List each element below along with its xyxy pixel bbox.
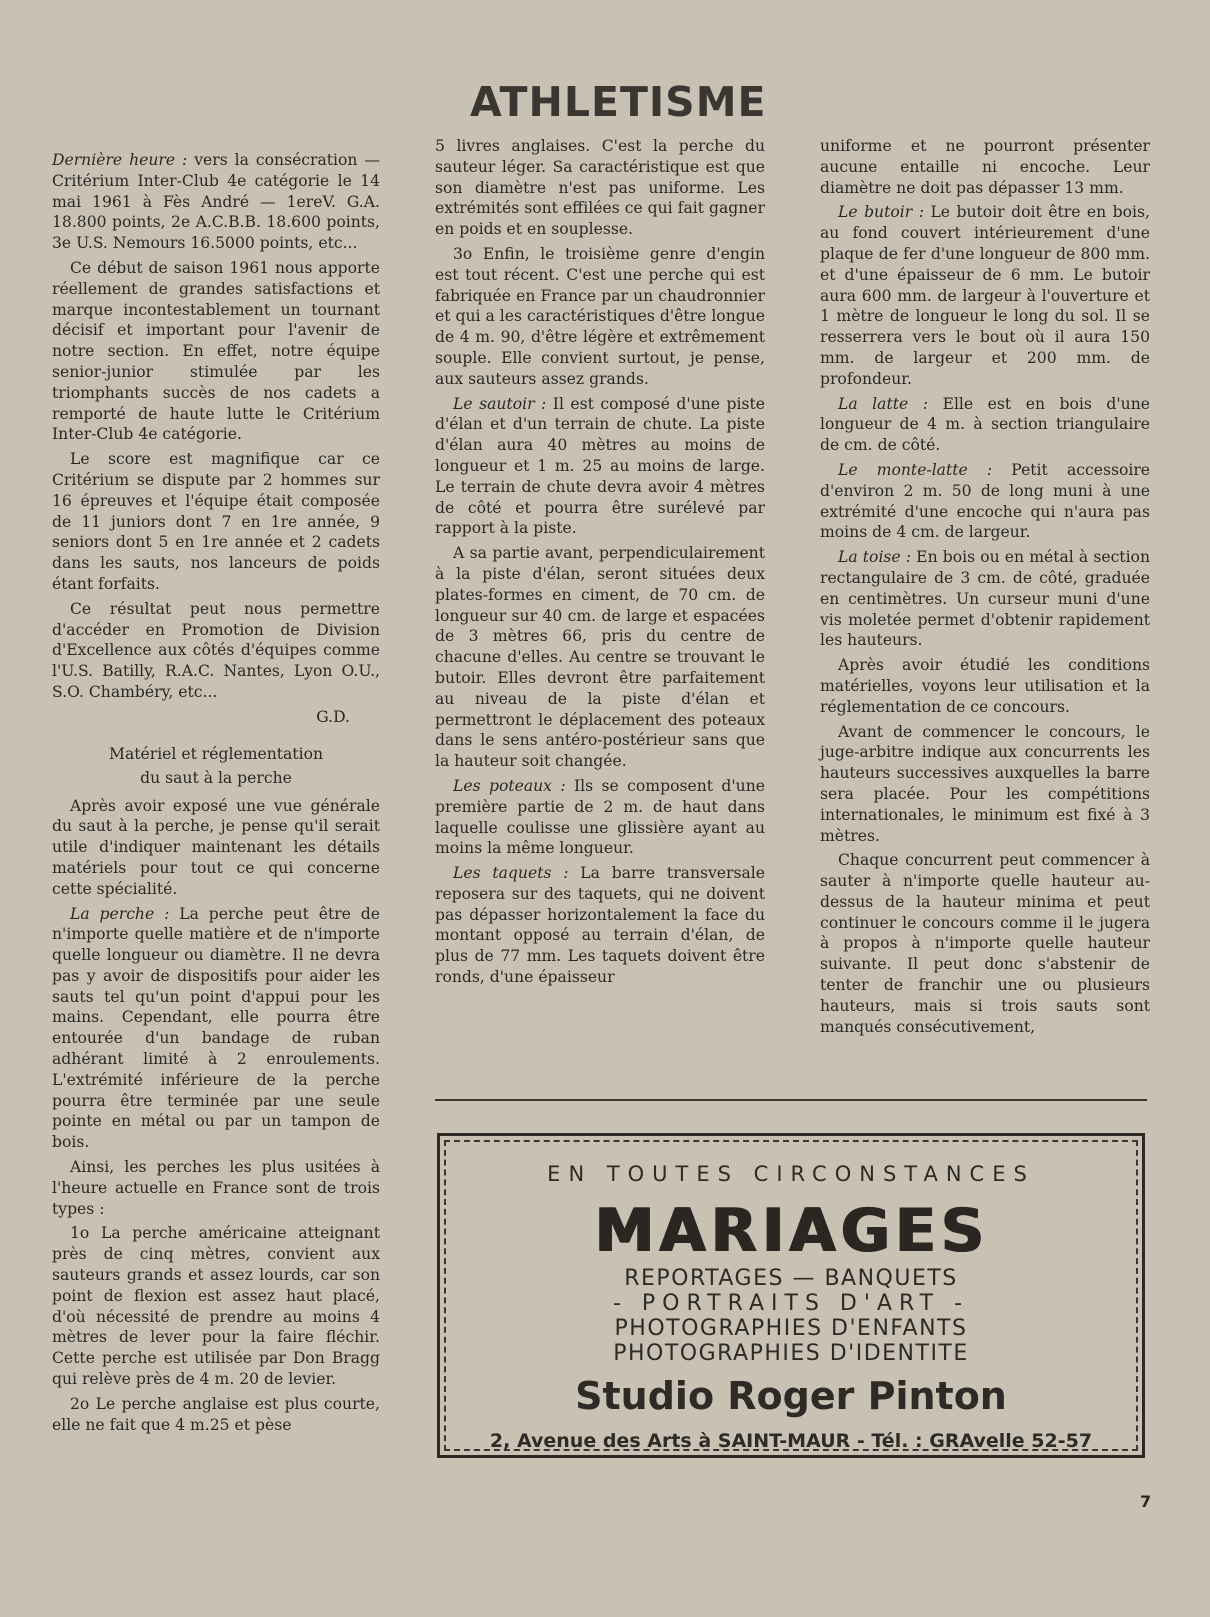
ad-service-line: - PORTRAITS D'ART - — [612, 1291, 970, 1316]
author-signature: G.D. — [316, 707, 350, 726]
advertisement-box — [437, 1133, 1145, 1458]
paragraph-lead: Dernière heure : — [52, 151, 188, 169]
paragraph: 2o Le perche anglaise est plus courte, elle ne fait que 4 m.25 et pèse — [52, 1394, 380, 1434]
paragraph-text: Il est composé d'une piste d'élan et d'un terrain de chute. La piste d'élan aura 40 mètres au moins de longueur et 1 m. 25 au moins de large. Le terrain de chute devra avoir 4 mètres de côté et pourra être surélevé par rapport à la piste. — [435, 394, 765, 538]
subheading-line: Matériel et réglementation — [108, 744, 323, 763]
paragraph-text: La perche peut être de n'importe quelle matière et de n'importe quelle longueur ou diamètre. Il ne devra pas y avoir de dispositifs pour aider les sauts tel qu'un point d'appui pour les mains. Cependant, elle pourra être entourée d'un bandage de ruban adhérant limité à 2 enroulements. L'extrémité inférieure de la perche pourra être terminée par une seule pointe en métal ou par un tampon de bois. — [52, 904, 380, 1152]
paragraph-text: Petit accessoire d'environ 2 m. 50 de long muni à une extrémité d'une encoche qui n'aura pas moins de 4 cm. de largeur. — [820, 460, 1151, 542]
paragraph: Chaque concurrent peut commencer à sauter à n'importe quelle hauteur au-dessus de la hauteur minima et peut continuer le concours comme il le jugera à propos à n'importe quelle hauteur suivante. Il peut donc s'abstenir de tenter de franchir une ou plusieurs hauteurs, mais si trois sauts sont manqués consécutivement, — [820, 851, 1150, 1036]
subheading-line: du saut à la perche — [140, 768, 292, 787]
paragraph — [435, 863, 765, 988]
paragraph — [820, 394, 1150, 456]
paragraph-lead: Les poteaux : — [453, 776, 566, 795]
paragraph-text: vers la consécration — Critérium Inter-Club 4e catégorie le 14 mai 1961 à Fès André — 1ereV. G.A. 18.800 points, 2e A.C.B.B. 18.600 points, 3e U.S. Nemours 16.5000 points, etc... — [52, 151, 381, 253]
paragraph-lead: Les taquets : — [453, 864, 569, 883]
paragraph: Ce début de saison 1961 nous apporte réellement de grandes satisfactions et marque incontestablement un tournant décisif et important pour l'avenir de notre section. En effet, notre équipe senior-junior stimulée par les triomphants succès de nos cadets a remporté de haute lutte le Critérium Inter-Club 4e catégorie. — [52, 258, 380, 444]
paragraph: Après avoir exposé une vue générale du saut à la perche, je pense qu'il serait utile d'indiquer maintenant les détails matériels pour tout ce qui concerne cette spécialité. — [52, 796, 380, 898]
paragraph-text: Ils se composent d'une première partie de 2 m. de haut dans laquelle coulisse une glissière ayant au moins la même longueur. — [435, 776, 765, 858]
paragraph: 5 livres anglaises. C'est la perche du sauteur léger. Sa caractéristique est que son diamètre n'est pas uniforme. Les extrémités sont effilées ce qui fait gagner en poids et en souplesse. — [435, 137, 765, 239]
paragraph — [52, 904, 380, 1154]
ad-address: 2, Avenue des Arts à SAINT-MAUR - Tél. : GRAvelle 52-57 — [489, 1430, 1093, 1452]
paragraph-lead: La perche : — [70, 904, 170, 923]
paragraph-text: La barre transversale reposera sur des taquets, qui ne doivent pas dépasser horizontalement la face du montant opposé au terrain d'élan, de plus de 77 mm. Les taquets doivent être ronds, d'une épaisseur — [435, 864, 765, 987]
paragraph: Après avoir étudié les conditions matérielles, voyons leur utilisation et la réglementation de ce concours. — [820, 656, 1150, 716]
paragraph: uniforme et ne pourront présenter aucune entaille ni encoche. Leur diamètre ne doit pas dépasser 13 mm. — [820, 137, 1150, 197]
paragraph-lead: Le butoir : — [838, 203, 924, 222]
paragraph: Ce résultat peut nous permettre d'accéder en Promotion de Division d'Excellence aux côtés d'équipes comme l'U.S. Batilly, R.A.C. Nantes, Lyon O.U., S.O. Chambéry, etc... — [52, 599, 380, 701]
paragraph — [435, 776, 765, 859]
paragraph — [820, 547, 1150, 651]
paragraph-text: Elle est en bois d'une longueur de 4 m. à section triangulaire de cm. de côté. — [820, 394, 1150, 455]
ad-studio-name: Studio Roger Pinton — [575, 1374, 1007, 1418]
ad-brand: MARIAGES — [593, 1196, 989, 1266]
paragraph: 1o La perche américaine atteignant près de cinq mètres, convient aux sauteurs grands et assez lourds, car son point de flexion est assez haut placé, d'où nécessité de prendre au moins 4 mètres de lever pour la faire fléchir. Cette perche est utilisée par Don Bragg qui relève près de 4 m. 20 de levier. — [52, 1224, 380, 1389]
section-subheading — [52, 742, 380, 790]
paragraph — [820, 460, 1150, 543]
section-divider — [435, 1099, 1147, 1101]
paragraph — [52, 150, 380, 254]
article-column-1 — [52, 150, 380, 1439]
paragraph — [435, 394, 765, 540]
paragraph-lead: La toise : — [838, 548, 912, 567]
article-column-3 — [820, 136, 1150, 1041]
ad-service-line: REPORTAGES — BANQUETS — [624, 1266, 958, 1291]
paragraph-lead: Le sautoir : — [453, 394, 547, 413]
article-column-2 — [435, 136, 765, 992]
paragraph — [820, 202, 1150, 389]
paragraph-lead: Le monte-latte : — [838, 460, 993, 479]
paragraph: Avant de commencer le concours, le juge-arbitre indique aux concurrents les hauteurs successives auxquelles la barre sera placée. Pour les compétitions internationales, le minimum est fixé à 3 mètres. — [820, 722, 1150, 845]
paragraph: Ainsi, les perches les plus usitées à l'heure actuelle en France sont de trois types : — [52, 1158, 380, 1218]
paragraph: 3o Enfin, le troisième genre d'engin est tout récent. C'est une perche qui est fabriquée en France par un chaudronnier et qui a les caractéristiques d'être longue de 4 m. 90, d'être légère et extrêmement souple. Elle convient surtout, je pense, aux sauteurs assez grands. — [435, 244, 765, 388]
paragraph-lead: La latte : — [838, 394, 929, 413]
page-title: ATHLETISME — [470, 78, 767, 126]
paragraph-text: Le butoir doit être en bois, au fond couvert intérieurement d'une plaque de fer d'une longueur de 800 mm. et d'une épaisseur de 6 mm. Le butoir aura 600 mm. de largeur à l'ouverture et 1 mètre de longueur le long du sol. Il se resserrera vers le bout où il aura 150 mm. de largeur et 200 mm. de profondeur. — [820, 203, 1150, 388]
paragraph-text: En bois ou en métal à section rectangulaire de 3 cm. de côté, graduée en centimètres. Un curseur muni d'une vis moletée permet d'obtenir rapidement les hauteurs. — [820, 548, 1150, 650]
paragraph: A sa partie avant, perpendiculairement à la piste d'élan, seront situées deux plates-formes en ciment, de 70 cm. de longueur sur 40 cm. de large et espacées de 3 mètres 66, pris du centre de chacune d'elles. Au centre se trouvant le butoir. Elles devront être parfaitement au niveau de la piste d'élan et permettront le déplacement des poteaux dans le sens antéro-postérieur sans que la hauteur soit changée. — [435, 544, 765, 771]
ad-service-line: PHOTOGRAPHIES D'ENFANTS — [614, 1316, 968, 1341]
ad-tagline: EN TOUTES CIRCONSTANCES — [547, 1162, 1035, 1186]
ad-service-line: PHOTOGRAPHIES D'IDENTITE — [613, 1341, 969, 1366]
page-number: 7 — [1140, 1492, 1152, 1511]
paragraph: Le score est magnifique car ce Critérium se dispute par 2 hommes sur 16 épreuves et l'équipe était composée de 11 juniors dont 7 en 1re année, 9 seniors dont 5 en 1re année et 2 cadets dans les sauts, nos lanceurs de poids étant forfaits. — [52, 450, 380, 593]
